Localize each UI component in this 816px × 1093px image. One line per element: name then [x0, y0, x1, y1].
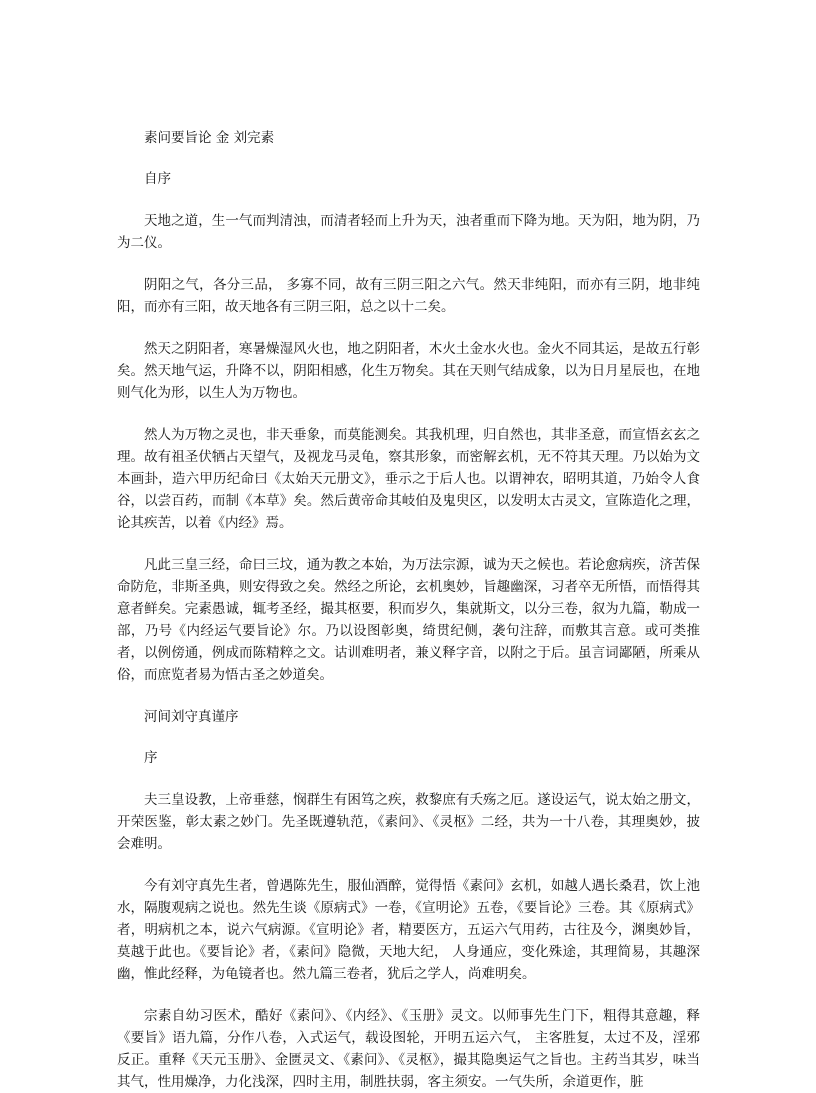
paragraph: 今有刘守真先生者，曾遇陈先生，服仙酒醉，觉得悟《素问》玄机，如越人遇长桑君，饮上池水，隔腹观病之说也。然先生谈《原病式》一卷，《宣明论》五卷，《要旨论》三卷。其《原病式》者，明病机之本，说六气病源。《宣明论》者，精要医方，五运六气用药，古往及今，渊奥妙旨，莫越于此也。《要旨论》者，《素问》隐微，天地大纪， 人身通应，变化殊途，其理简易，其趣深幽，惟此经释，为龟镜者也。然九篇三卷者，犹后之学人，尚难明矣。: [117, 878, 700, 982]
paragraph: 阴阳之气，各分三品， 多寡不同，故有三阴三阳之六气。然天非纯阳，而亦有三阴，地非纯阳，而亦有三阳，故天地各有三阴三阳，总之以十二矣。: [117, 277, 700, 315]
paragraph: 然人为万物之灵也，非天垂象，而莫能测矣。其我机理，归自然也，其非圣意，而宣悟玄玄之理。故有祖圣伏牺占天望气，及视龙马灵龟，察其形象，而密解玄机，无不符其天理。乃以始为文本画卦，造六甲历纪命曰《太始天元册文》，垂示之于后人也。以谓神农，昭明其道，乃始令人食谷，以尝百药，而制《本草》矣。然后黄帝命其岐伯及鬼臾区，以发明太古灵文，宣陈造化之理，论其疾苦，以着《内经》焉。: [117, 427, 700, 531]
signature-line: 河间刘守真谨序: [144, 709, 239, 725]
self-preface-heading: 自序: [144, 171, 171, 187]
paragraph: 凡此三皇三经，命曰三坟，通为教之本始，为万法宗源，诚为天之候也。若论愈病疾，济苦保命防危，非斯圣典，则安得致之矣。然经之所论，玄机奥妙，旨趣幽深，习者卒无所悟，而悟得其意者鲜矣。完素愚诚，辄考圣经，撮其枢要，积而岁久，集就斯文，以分三卷，叙为九篇，勒成一部，乃号《内经运气要旨论》尔。乃以设图彰奥，绮贯纪侧，袭句注辞，而敷其言意。或可类推者，以例傍通，例成而陈精粹之文。诂训难明者，兼义释字音，以附之于后。虽言词鄙陋，所乘从俗，而庶览者易为悟古圣之妙道矣。: [117, 557, 700, 683]
paragraph: 天地之道，生一气而判清浊，而清者轻而上升为天，浊者重而下降为地。天为阳，地为阴，乃为二仪。: [117, 213, 700, 251]
paragraph: 然天之阴阳者，寒暑燥湿风火也，地之阴阳者，木火土金水火也。金火不同其运，是故五行彰矣。然天地气运，升降不以，阴阳相感，化生万物矣。其在天则气结成象，以为日月星辰也，在地则气化为形，以生人为万物也。: [117, 341, 700, 401]
preface-heading: 序: [144, 750, 158, 766]
paragraph: 夫三皇设教，上帝垂慈，悯群生有困笃之疾，救黎庶有夭殇之厄。遂设运气，说太始之册文，开荣医鉴，彰太素之妙门。先圣既遵轨范，《素问》、《灵枢》二经，共为一十八卷，其理奥妙，披会难明。: [117, 792, 700, 852]
document-page: [117, 127, 700, 1093]
document-title-line: 素问要旨论 金 刘完素: [144, 130, 275, 146]
paragraph: 宗素自幼习医术，酷好《素问》、《内经》、《玉册》灵文。以师事先生门下，粗得其意趣，释《要旨》语九篇，分作八卷，入式运气，载设图轮，开明五运六气， 主客胜复，太过不及，淫邪反正。重释《天元玉册》、金匮灵文、《素问》、《灵枢》，撮其隐奥运气之旨也。主药当其岁，味当其气，性用燥净，力化浅深，四时主用，制胜扶弱，客主须安。一气失所，余道更作，脏: [117, 1008, 700, 1090]
